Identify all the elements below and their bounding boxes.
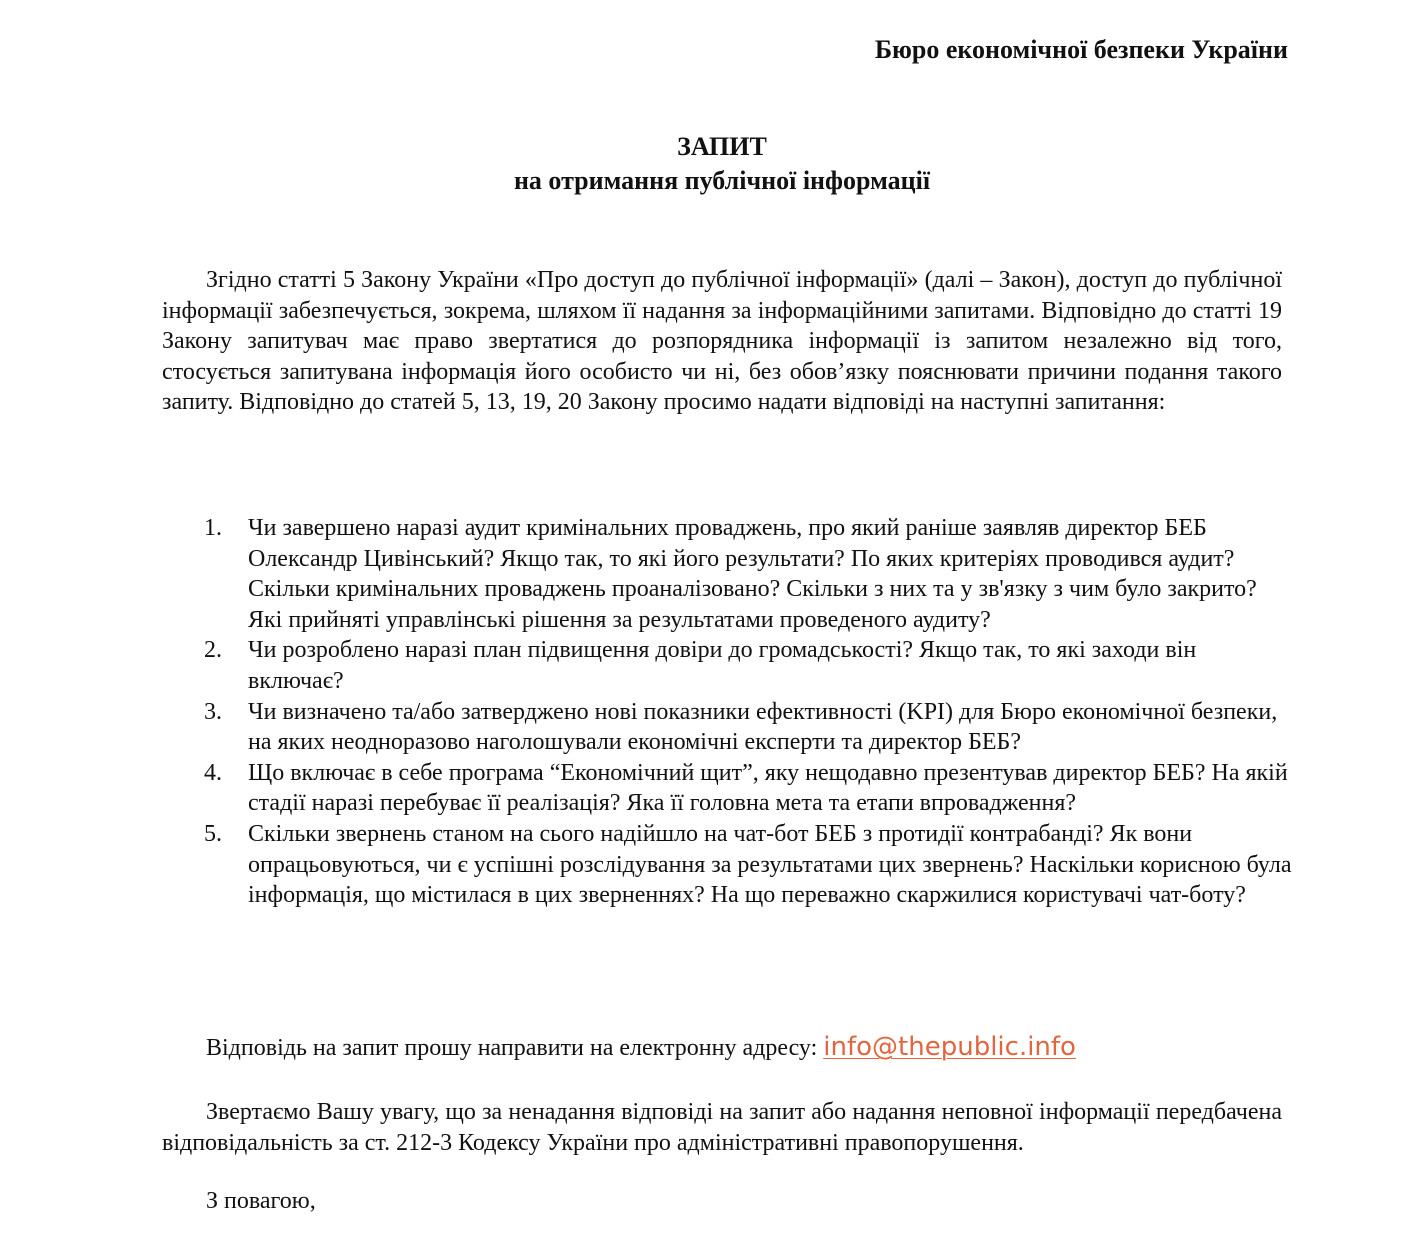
question-text: Чи розроблено наразі план підвищення довіри до громадськості? Якщо так, то які заходи він включає?	[248, 637, 1197, 694]
question-item	[162, 819, 1292, 911]
question-number: 1.	[204, 515, 222, 541]
warning-paragraph	[162, 1097, 1282, 1158]
response-request-text: Відповідь на запит прошу направити на електронну адресу:	[206, 1035, 818, 1061]
response-request-line	[206, 1030, 1076, 1065]
question-text: Скільки звернень станом на сього надійшло на чат-бот БЕБ з протидії контрабанді? Як вони опрацьовуються, чи є успішні розслідування за результатами цих звернень? Наскільки корисною була інформація, що містилася в цих зверненнях? На що переважно скаржилися користувачі чат-боту?	[248, 820, 1292, 909]
email-link[interactable]: info@thepublic.info	[823, 1032, 1076, 1062]
document-subtitle: на отримання публічної інформації	[513, 166, 931, 195]
question-text: Чи визначено та/або затверджено нові показники ефективності (KPI) для Бюро економічної безпеки, на яких неодноразово наголошували економічні експерти та директор БЕБ?	[248, 698, 1278, 756]
question-number: 3.	[204, 698, 222, 725]
question-item	[162, 697, 1292, 758]
question-number: 2.	[204, 637, 222, 664]
question-text: Чи завершено наразі аудит кримінальних проваджень, про який раніше заявляв директор БЕБ Олександр Цивінський? Якщо так, то які його результати? По яких критеріях проводився аудит? Скільки кримінальних проваджень проаналізовано? Скільки з них та у зв'язку з чим було закрито? Які прийняті управлінські рішення за результатами проведеного аудиту?	[248, 515, 1257, 633]
question-number: 5.	[204, 820, 222, 847]
question-item	[162, 513, 1292, 635]
question-item	[162, 758, 1292, 819]
questions-list	[162, 513, 1292, 911]
intro-paragraph	[162, 265, 1282, 418]
recipient-heading: Бюро економічної безпеки України	[874, 35, 1288, 64]
document-title: ЗАПИТ	[677, 132, 767, 161]
question-item	[162, 635, 1292, 696]
warning-text: Звертаємо Вашу увагу, що за ненадання відповіді на запит або надання неповної інформації передбачена відповідальність за ст. 212-3 Кодексу України про адміністративні правопорушення.	[162, 1099, 1282, 1156]
intro-text: Згідно статті 5 Закону України «Про доступ до публічної інформації» (далі – Закон), доступ до публічної інформації забезпечується, зокрема, шляхом її надання за інформаційними запитами. Відповідно до статті 19 Закону запитувач має право звертатися до розпорядника інформації із запитом незалежно від того, стосується запитувана інформація його особисто чи ні, без обов’язку пояснювати причини подання такого запиту. Відповідно до статей 5, 13, 19, 20 Закону просимо надати відповіді на наступні запитання:	[162, 267, 1282, 416]
question-number: 4.	[204, 759, 222, 786]
question-text: Що включає в себе програма “Економічний щит”, яку нещодавно презентував директор БЕБ? На якій стадії наразі перебуває її реалізація? Яка її головна мета та етапи впровадження?	[248, 759, 1288, 817]
closing-text: З повагою,	[206, 1188, 316, 1214]
title-block	[0, 130, 1412, 198]
